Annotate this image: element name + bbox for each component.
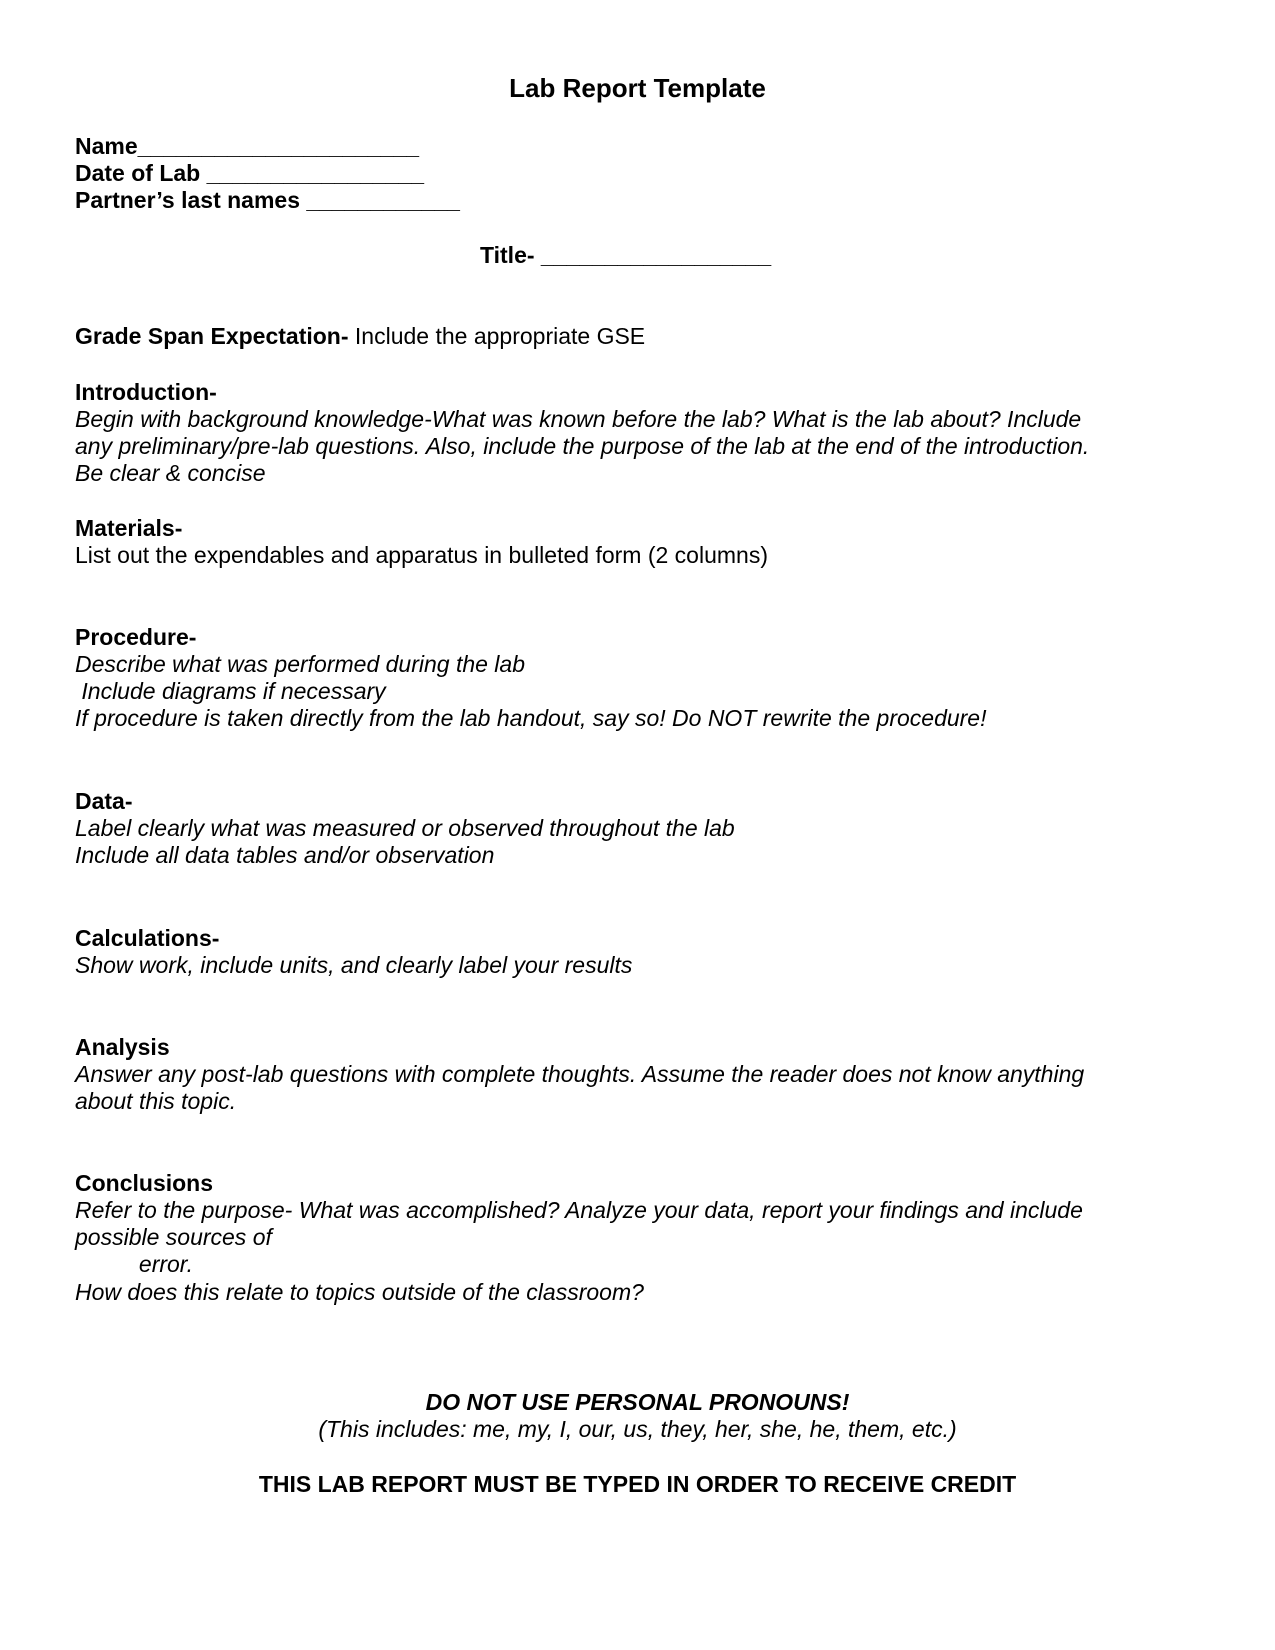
gse-text: Include the appropriate GSE bbox=[348, 323, 646, 349]
page-title: Lab Report Template bbox=[509, 73, 766, 103]
calculations-text: Show work, include units, and clearly label your results bbox=[75, 952, 633, 978]
conclusions-text: How does this relate to topics outside of the classroom? bbox=[75, 1279, 644, 1305]
procedure-heading: Procedure- bbox=[75, 624, 197, 650]
analysis-heading: Analysis bbox=[75, 1034, 170, 1060]
analysis-text: about this topic. bbox=[75, 1088, 237, 1114]
conclusions-text: possible sources of bbox=[75, 1224, 272, 1250]
typed-requirement: THIS LAB REPORT MUST BE TYPED IN ORDER TO RECEIVE CREDIT bbox=[258, 1471, 1017, 1497]
introduction-heading: Introduction- bbox=[75, 379, 217, 405]
introduction-text: any preliminary/pre-lab questions. Also, include the purpose of the lab at the end of the introduction. bbox=[75, 433, 1090, 459]
procedure-text: If procedure is taken directly from the lab handout, say so! Do NOT rewrite the procedure! bbox=[75, 705, 987, 731]
gse-line bbox=[75, 322, 645, 350]
procedure-text: Describe what was performed during the lab bbox=[75, 651, 526, 677]
conclusions-text: Refer to the purpose- What was accomplished? Analyze your data, report your findings and include bbox=[75, 1197, 1083, 1223]
calculations-heading: Calculations- bbox=[75, 925, 220, 951]
data-text: Label clearly what was measured or observed throughout the lab bbox=[75, 815, 735, 841]
procedure-text: Include diagrams if necessary bbox=[75, 678, 386, 704]
report-title-field: Title- __________________ bbox=[480, 242, 772, 268]
analysis-text: Answer any post-lab questions with complete thoughts. Assume the reader does not know anything bbox=[75, 1061, 1085, 1087]
pronoun-note: (This includes: me, my, I, our, us, they, her, she, he, them, etc.) bbox=[318, 1416, 957, 1442]
data-text: Include all data tables and/or observation bbox=[75, 842, 495, 868]
conclusions-heading: Conclusions bbox=[75, 1170, 214, 1196]
materials-text: List out the expendables and apparatus in bulleted form (2 columns) bbox=[75, 542, 768, 568]
date-field: Date of Lab _________________ bbox=[75, 160, 425, 186]
introduction-text: Be clear & concise bbox=[75, 460, 266, 486]
gse-heading: Grade Span Expectation- bbox=[75, 323, 349, 349]
materials-heading: Materials- bbox=[75, 515, 183, 541]
introduction-text: Begin with background knowledge-What was known before the lab? What is the lab about? Include bbox=[75, 406, 1082, 432]
conclusions-text: error. bbox=[75, 1251, 193, 1277]
partners-field: Partner’s last names ____________ bbox=[75, 187, 460, 213]
pronoun-warning: DO NOT USE PERSONAL PRONOUNS! bbox=[425, 1389, 850, 1415]
data-heading: Data- bbox=[75, 788, 133, 814]
name-field: Name______________________ bbox=[75, 133, 420, 159]
